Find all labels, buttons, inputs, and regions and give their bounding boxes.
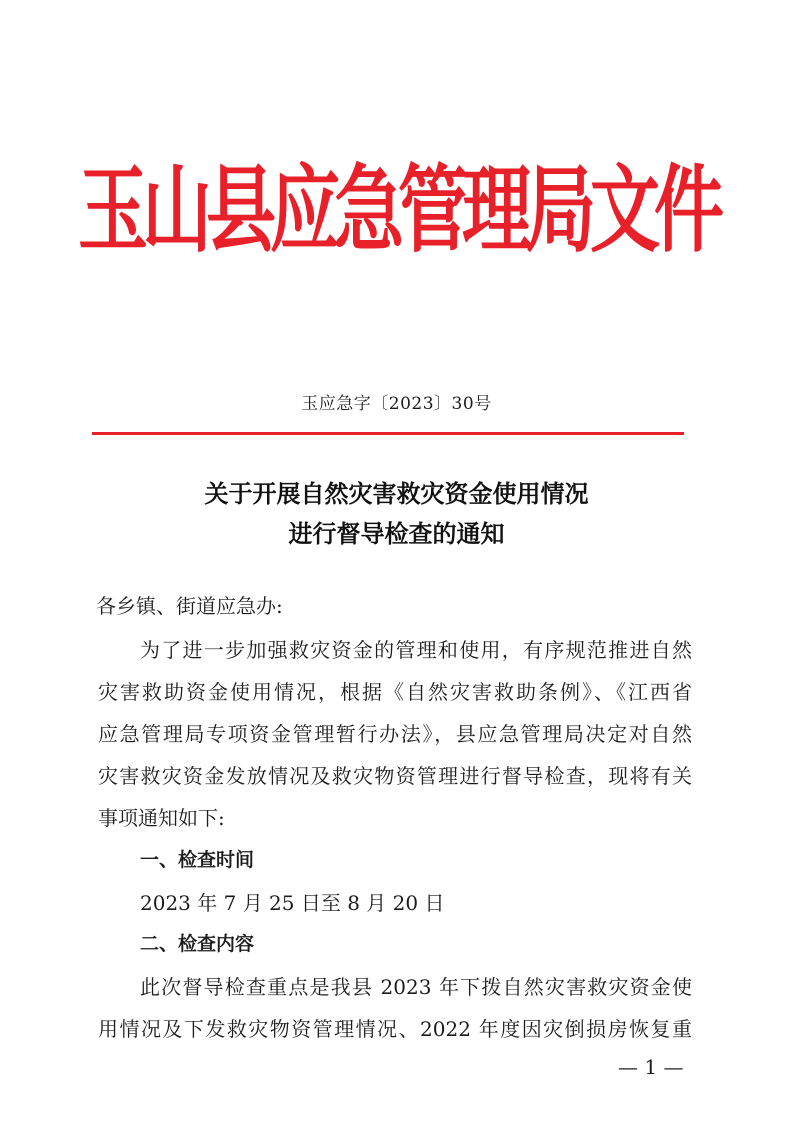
section-1-text: 2023 年 7 月 25 日至 8 月 20 日: [140, 891, 445, 915]
salutation: 各乡镇、街道应急办:: [96, 594, 283, 618]
section-2-heading: 二、检查内容: [140, 933, 255, 955]
notice-title-line-2: 进行督导检查的通知: [288, 520, 505, 548]
intro-line: 为了进一步加强救灾资金的管理和使用，有序规范推进自然: [140, 638, 692, 662]
intro-line: 灾害救灾资金发放情况及救灾物资管理进行督导检查，现将有关: [98, 764, 692, 788]
intro-line: 灾害救助资金使用情况，根据《自然灾害救助条例》、《江西省: [98, 680, 692, 704]
intro-line: 事项通知如下:: [98, 806, 225, 830]
intro-line: 应急管理局专项资金管理暂行办法》，县应急管理局决定对自然: [98, 722, 692, 746]
section-2-line: 此次督导检查重点是我县 2023 年下拨自然灾害救灾资金使: [140, 975, 692, 999]
notice-title-line-1: 关于开展自然灾害救灾资金使用情况: [204, 480, 589, 508]
document-number: 玉应急字〔2023〕30号: [301, 394, 492, 414]
red-divider: [92, 432, 684, 435]
section-2-line: 用情况及下发救灾物资管理情况、2022 年度因灾倒损房恢复重: [98, 1017, 692, 1041]
page-number: — 1 —: [618, 1055, 684, 1079]
masthead-title: 玉山县应急管理局文件: [78, 154, 718, 265]
section-1-heading: 一、检查时间: [140, 849, 255, 871]
